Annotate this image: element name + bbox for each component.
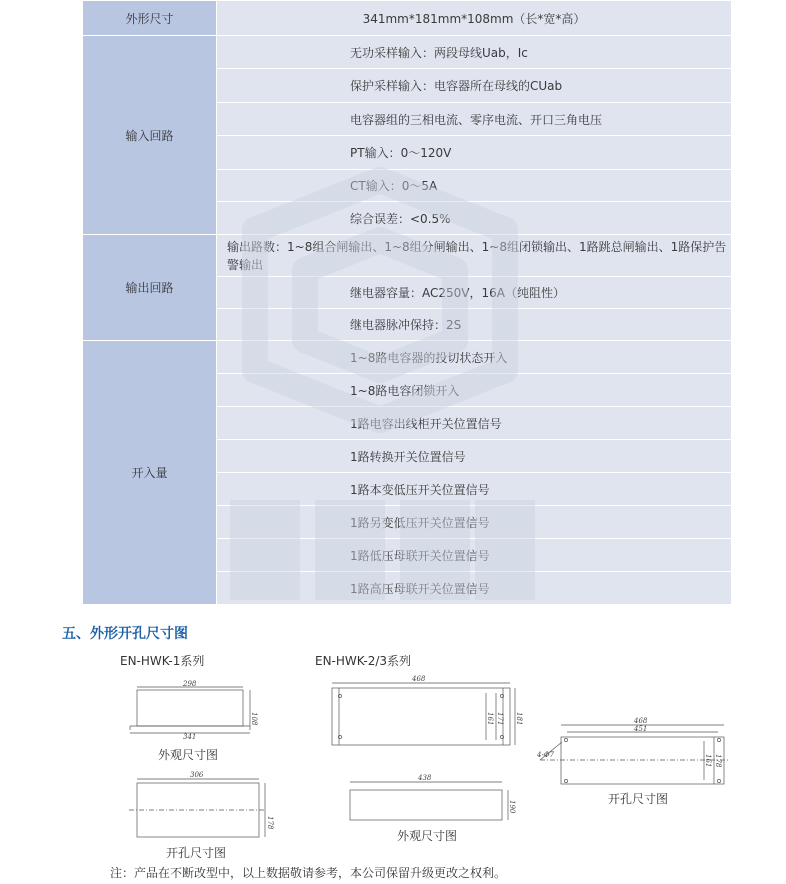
dimension-value: 341mm*181mm*108mm（长*宽*高） bbox=[217, 1, 732, 36]
outline-caption-1: 外观尺寸图 bbox=[158, 748, 219, 762]
input-label: 输入回路 bbox=[83, 36, 217, 235]
dim-text: 178 bbox=[266, 816, 274, 830]
outline-caption-2: 外观尺寸图 bbox=[397, 829, 458, 843]
dim-text: 468 bbox=[412, 675, 426, 683]
switch-in-row: 1路低压母联开关位置信号 bbox=[217, 539, 732, 572]
switch-in-row: 1路高压母联开关位置信号 bbox=[217, 572, 732, 605]
input-row: 保护采样输入：电容器所在母线的CUab bbox=[217, 69, 732, 103]
dim-text: 451 bbox=[634, 725, 648, 733]
output-row: 继电器脉冲保持：2S bbox=[217, 309, 732, 341]
switch-in-row: 1~8路电容器的投切状态开入 bbox=[217, 341, 732, 374]
switch-in-row: 1路转换开关位置信号 bbox=[217, 440, 732, 473]
switch-in-row: 1路电容出线柜开关位置信号 bbox=[217, 407, 732, 440]
dim-text: 161 bbox=[486, 712, 494, 726]
output-label: 输出回路 bbox=[83, 235, 217, 341]
dim-text: 161 bbox=[704, 754, 712, 768]
dim-text: 341 bbox=[183, 733, 197, 741]
dim-text: 298 bbox=[183, 680, 197, 688]
dim-text: 468 bbox=[634, 717, 648, 725]
dim-text: 306 bbox=[190, 771, 204, 779]
input-row: 电容器组的三相电流、零序电流、开口三角电压 bbox=[217, 103, 732, 136]
dim-text: 171 bbox=[496, 712, 504, 726]
input-row: PT输入：0～120V bbox=[217, 136, 732, 170]
dim-text: 181 bbox=[515, 712, 523, 726]
switch-in-row: 1~8路电容闭锁开入 bbox=[217, 374, 732, 407]
dim-text: 438 bbox=[418, 774, 432, 782]
cutout-caption-1: 开孔尺寸图 bbox=[166, 846, 227, 860]
dim-text: 108 bbox=[250, 712, 258, 726]
switch-in-label: 开入量 bbox=[83, 341, 217, 605]
section-title: 五、外形开孔尺寸图 bbox=[62, 626, 188, 642]
footnote: 注：产品在不断改型中，以上数据敬请参考，本公司保留升级更改之权利。 bbox=[110, 866, 507, 880]
input-row: CT输入：0～5A bbox=[217, 170, 732, 202]
dim-text: 4-Φ7 bbox=[537, 751, 555, 759]
switch-in-row: 1路本变低压开关位置信号 bbox=[217, 473, 732, 506]
output-row: 输出路数：1~8组合闸输出、1~8组分闸输出、1~8组闭锁输出、1路跳总闸输出、1路保护告警输出 bbox=[217, 235, 732, 277]
switch-in-row: 1路另变低压开关位置信号 bbox=[217, 506, 732, 539]
input-row: 无功采样输入：两段母线Uab，Ic bbox=[217, 36, 732, 69]
cutout-caption-2: 开孔尺寸图 bbox=[608, 792, 669, 806]
dim-text: 190 bbox=[508, 800, 516, 814]
dim-text: 178 bbox=[714, 754, 722, 768]
series2-label: EN-HWK-2/3系列 bbox=[315, 654, 412, 668]
series1-label: EN-HWK-1系列 bbox=[120, 654, 205, 668]
dimension-label: 外形尺寸 bbox=[83, 1, 217, 36]
input-row: 综合误差：<0.5% bbox=[217, 202, 732, 235]
output-row: 继电器容量：AC250V，16A（纯阻性） bbox=[217, 277, 732, 309]
